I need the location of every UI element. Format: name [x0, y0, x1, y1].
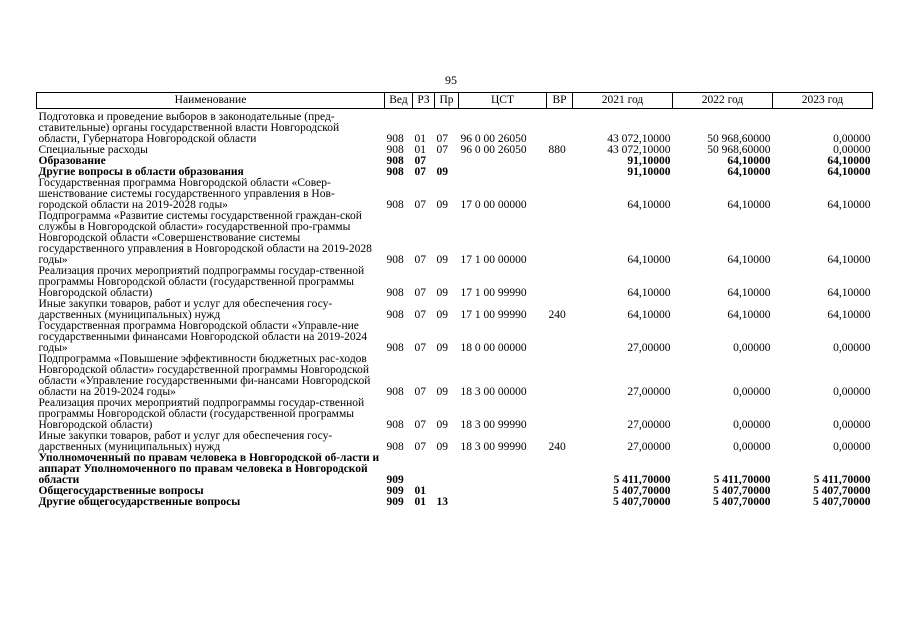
row-name: Подготовка и проведение выборов в законодательные (пред-ставительные) органы государственной власти Новгородской области, Губернатора Новгородской области [38, 111, 340, 145]
table-row [37, 178, 873, 211]
page-number: 95 [445, 73, 457, 87]
row-2021: 27,00000 [627, 419, 671, 431]
row-2022: 50 968,60000 [707, 144, 771, 156]
row-2023: 64,10000 [827, 199, 871, 211]
row-name: Иные закупки товаров, работ и услуг для обеспечения госу-дарственных (муниципальных) нужд [38, 430, 333, 453]
row-name: Специальные расходы [38, 144, 148, 156]
row-2021: 91,10000 [627, 155, 671, 167]
row-pr: 09 [436, 419, 448, 431]
row-pr: 09 [436, 342, 448, 354]
row-vr [547, 167, 573, 178]
budget-table [36, 92, 873, 508]
row-cst: 17 0 00 00000 [460, 199, 527, 211]
row-vr [547, 398, 573, 431]
header-name: Наименование [37, 93, 385, 109]
row-2021: 64,10000 [627, 199, 671, 211]
row-2022: 50 968,60000 [707, 133, 771, 145]
row-cst [459, 486, 547, 497]
row-2022: 5 407,70000 [713, 485, 771, 497]
row-cst: 17 1 00 99990 [460, 287, 527, 299]
row-vr [547, 354, 573, 398]
row-pr: 09 [436, 441, 448, 453]
row-rz: 01 [414, 133, 426, 145]
row-ved: 908 [386, 386, 404, 398]
row-name: Реализация прочих мероприятий подпрограммы государ-ственной программы Новгородской области (государственной программы Новгородской области) [38, 265, 365, 299]
row-vr [547, 109, 573, 146]
row-2023: 5 407,70000 [813, 496, 871, 508]
row-2021: 43 072,10000 [607, 144, 671, 156]
row-2021: 27,00000 [627, 441, 671, 453]
row-ved: 908 [386, 166, 404, 178]
row-pr: 09 [436, 309, 448, 321]
row-name: Иные закупки товаров, работ и услуг для обеспечения госу-дарственных (муниципальных) нужд [38, 298, 333, 321]
row-name: Государственная программа Новгородской области «Управле-ние государственными финансами Новгородской области на 2019-2024 годы» [38, 320, 368, 354]
row-2023: 0,00000 [833, 419, 871, 431]
table-header-row [37, 93, 873, 109]
row-2023: 64,10000 [827, 155, 871, 167]
row-2022: 64,10000 [727, 166, 771, 178]
table-row [37, 398, 873, 431]
row-cst: 18 3 00 99990 [460, 419, 527, 431]
row-2023: 5 411,70000 [813, 474, 871, 486]
row-cst [459, 156, 547, 167]
row-pr: 07 [436, 144, 448, 156]
row-2022: 64,10000 [727, 254, 771, 266]
row-rz: 07 [414, 441, 426, 453]
row-ved: 908 [386, 342, 404, 354]
row-2023: 0,00000 [833, 144, 871, 156]
row-ved: 908 [386, 254, 404, 266]
row-cst: 18 3 00 00000 [460, 386, 527, 398]
row-2022: 0,00000 [733, 386, 771, 398]
row-vr [547, 211, 573, 266]
table-row [37, 266, 873, 299]
row-name: Другие общегосударственные вопросы [38, 496, 241, 508]
row-rz: 07 [414, 386, 426, 398]
row-rz: 07 [414, 155, 426, 167]
row-ved: 908 [386, 133, 404, 145]
row-cst: 17 1 00 99990 [460, 309, 527, 321]
row-2021: 64,10000 [627, 309, 671, 321]
row-ved: 909 [386, 496, 404, 508]
row-cst: 18 0 00 00000 [460, 342, 527, 354]
row-2022: 5 407,70000 [713, 496, 771, 508]
row-2023: 64,10000 [827, 254, 871, 266]
row-2022: 64,10000 [727, 155, 771, 167]
row-rz: 07 [414, 166, 426, 178]
row-2021: 5 411,70000 [613, 474, 671, 486]
row-cst [459, 497, 547, 508]
row-ved: 908 [386, 144, 404, 156]
row-2021: 27,00000 [627, 386, 671, 398]
row-rz [413, 453, 435, 486]
row-2022: 64,10000 [727, 309, 771, 321]
row-pr: 09 [436, 166, 448, 178]
row-2023: 0,00000 [833, 342, 871, 354]
row-rz: 07 [414, 419, 426, 431]
table-row [37, 431, 873, 453]
row-name: Подпрограмма «Повышение эффективности бюджетных рас-ходов Новгородской области» государственной программы Новгородской области «Управление государственными фи-нансами Новгородской области на 2019-2024 годы» [38, 353, 371, 398]
row-ved: 908 [386, 441, 404, 453]
header-cst: ЦСТ [459, 93, 547, 109]
row-name: Образование [38, 155, 106, 167]
row-2021: 64,10000 [627, 287, 671, 299]
row-rz: 01 [414, 144, 426, 156]
row-rz: 07 [414, 254, 426, 266]
row-vr [547, 453, 573, 486]
row-rz: 07 [414, 342, 426, 354]
row-cst: 96 0 00 26050 [460, 133, 527, 145]
row-2023: 64,10000 [827, 166, 871, 178]
row-cst [459, 167, 547, 178]
row-pr [435, 453, 459, 486]
row-pr: 09 [436, 199, 448, 211]
row-rz: 01 [414, 485, 426, 497]
row-pr: 13 [436, 496, 448, 508]
row-vr [547, 321, 573, 354]
row-2022: 64,10000 [727, 199, 771, 211]
row-rz: 07 [414, 287, 426, 299]
row-2022: 0,00000 [733, 441, 771, 453]
row-vr [547, 156, 573, 167]
row-2021: 64,10000 [627, 254, 671, 266]
row-2023: 5 407,70000 [813, 485, 871, 497]
header-2021: 2021 год [573, 93, 673, 109]
row-2023: 0,00000 [833, 386, 871, 398]
row-vr [547, 497, 573, 508]
row-vr: 240 [548, 309, 566, 321]
row-name: Подпрограмма «Развитие системы государственной граждан-ской службы в Новгородской области» государственной про-граммы Новгородской области «Совершенствование системы государственного управления в Новгородской области на 2019-2028 годы» [38, 210, 372, 266]
header-2023: 2023 год [773, 93, 873, 109]
table-row [37, 211, 873, 266]
row-ved: 908 [386, 309, 404, 321]
row-2022: 0,00000 [733, 342, 771, 354]
row-cst: 17 1 00 00000 [460, 254, 527, 266]
table-row [37, 299, 873, 321]
row-2021: 43 072,10000 [607, 133, 671, 145]
row-cst: 18 3 00 99990 [460, 441, 527, 453]
row-pr: 09 [436, 254, 448, 266]
table-row [37, 321, 873, 354]
row-ved: 908 [386, 199, 404, 211]
row-vr: 880 [548, 144, 566, 156]
row-name: Уполномоченный по правам человека в Новгородской об-ласти и аппарат Уполномоченного по правам человека в Новгородской области [38, 452, 380, 486]
row-2023: 64,10000 [827, 309, 871, 321]
row-vr [547, 486, 573, 497]
table-row [37, 497, 873, 508]
row-2022: 0,00000 [733, 419, 771, 431]
row-rz: 07 [414, 199, 426, 211]
row-2022: 5 411,70000 [713, 474, 771, 486]
row-ved: 909 [386, 485, 404, 497]
row-2021: 5 407,70000 [613, 496, 671, 508]
row-ved: 909 [386, 474, 404, 486]
header-vr: ВР [547, 93, 573, 109]
row-2023: 0,00000 [833, 133, 871, 145]
row-2021: 5 407,70000 [613, 485, 671, 497]
header-rz: РЗ [413, 93, 435, 109]
header-2022: 2022 год [673, 93, 773, 109]
table-row [37, 109, 873, 146]
row-rz: 01 [414, 496, 426, 508]
row-pr: 07 [436, 133, 448, 145]
row-2022: 64,10000 [727, 287, 771, 299]
row-cst [459, 453, 547, 486]
row-2023: 64,10000 [827, 287, 871, 299]
row-pr: 09 [436, 386, 448, 398]
row-ved: 908 [386, 287, 404, 299]
row-cst: 96 0 00 26050 [460, 144, 527, 156]
row-2023: 0,00000 [833, 441, 871, 453]
row-ved: 908 [386, 419, 404, 431]
table-row [37, 354, 873, 398]
row-vr [547, 178, 573, 211]
header-pr: Пр [435, 93, 459, 109]
row-rz: 07 [414, 309, 426, 321]
table-row [37, 453, 873, 486]
row-name: Реализация прочих мероприятий подпрограммы государ-ственной программы Новгородской области (государственной программы Новгородской области) [38, 397, 365, 431]
row-name: Общегосударственные вопросы [38, 485, 204, 497]
row-pr: 09 [436, 287, 448, 299]
row-vr: 240 [548, 441, 566, 453]
row-ved: 908 [386, 155, 404, 167]
row-name: Государственная программа Новгородской области «Совер-шенствование системы государственного управления в Нов-городской области на 2019-2028 годы» [38, 177, 335, 211]
row-vr [547, 266, 573, 299]
row-2021: 27,00000 [627, 342, 671, 354]
row-name: Другие вопросы в области образования [38, 166, 244, 178]
header-ved: Вед [385, 93, 413, 109]
row-2021: 91,10000 [627, 166, 671, 178]
